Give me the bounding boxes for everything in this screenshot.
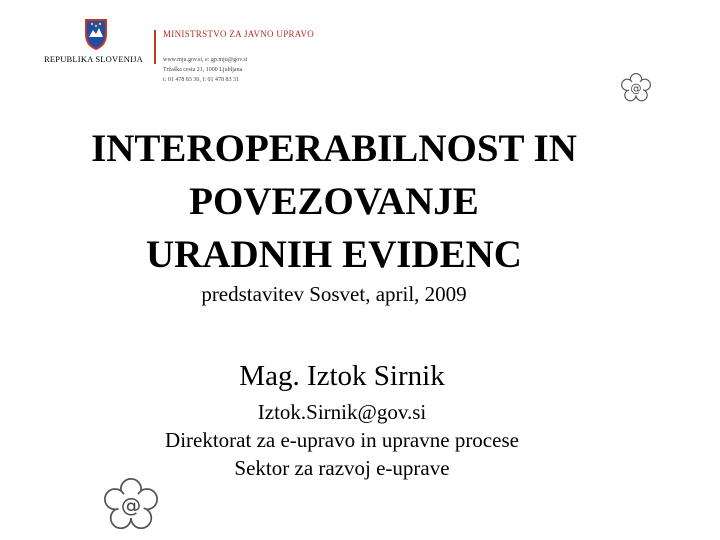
- slide-subtitle: predstavitev Sosvet, april, 2009: [201, 282, 467, 306]
- letterhead-divider: [154, 30, 156, 64]
- slide-title: [0, 122, 668, 281]
- author-name: Mag. Iztok Sirnik: [239, 360, 445, 392]
- ministry-name: MINISTRSTVO ZA JAVNO UPRAVO: [163, 29, 315, 39]
- coat-of-arms-icon: [84, 18, 108, 50]
- contact-address: Tržaška cesta 21, 1000 Ljubljana: [163, 67, 243, 73]
- author-directorate: Direktorat za e-upravo in upravne procese: [165, 428, 519, 452]
- svg-text:@: @: [120, 493, 142, 518]
- author-email: Iztok.Sirnik@gov.si: [257, 400, 427, 424]
- svg-text:@: @: [630, 82, 642, 95]
- flower-at-icon: [620, 72, 652, 104]
- title-line-3: URADNIH EVIDENC: [146, 233, 522, 276]
- flower-at-large-icon: [102, 476, 160, 534]
- contact-phone: t: 01 478 83 30, f: 01 478 83 31: [163, 77, 239, 83]
- author-sector: Sektor za razvoj e-uprave: [234, 456, 450, 480]
- title-line-2: POVEZOVANJE: [189, 180, 479, 223]
- author-info: [0, 398, 684, 482]
- contact-block: [163, 55, 247, 85]
- contact-web: www.mju.gov.si, e: gp.mju@gov.si: [163, 57, 248, 63]
- country-name: REPUBLIKA SLOVENIJA: [44, 54, 143, 64]
- title-line-1: INTEROPERABILNOST IN: [91, 127, 577, 170]
